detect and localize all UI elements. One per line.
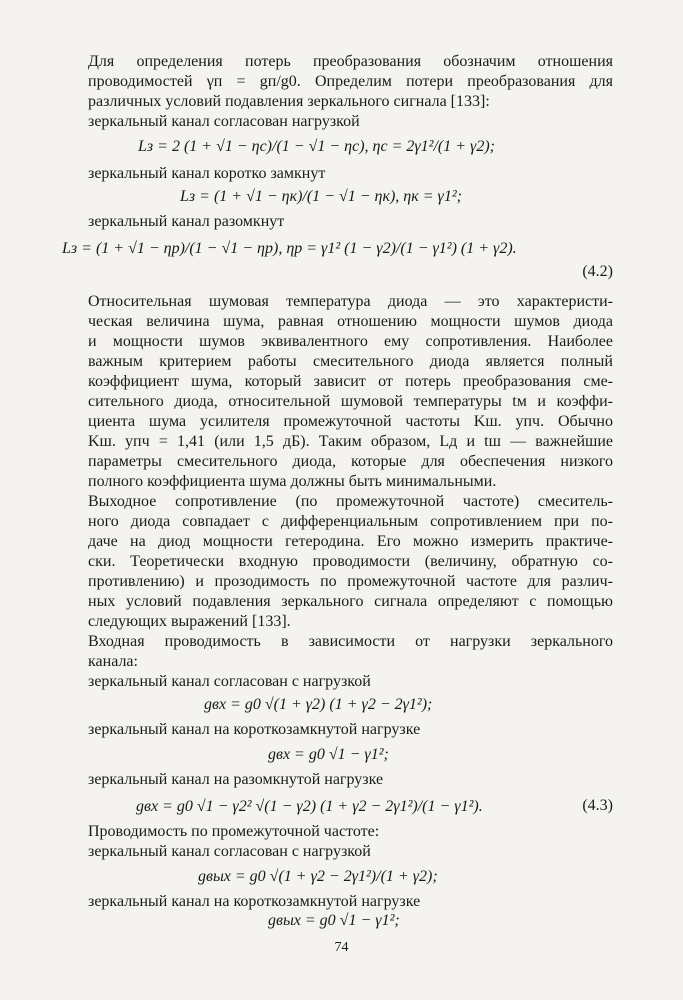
paragraph-4-line-1: Входная проводимость в зависимости от нагрузки зеркального xyxy=(88,633,613,650)
case-1-label: зеркальный канал согласован нагрузкой xyxy=(88,113,360,130)
case-8-label: зеркальный канал на короткозамкнутой нагрузке xyxy=(88,893,421,910)
equation-3: Lз = (1 + √1 − ηр)/(1 − √1 − ηр), ηр = γ1² (1 − γ2)/(1 − γ1²) (1 + γ2). xyxy=(62,240,517,257)
paragraph-2-line-8: Kш. упч = 1,41 (или 1,5 дБ). Таким образом, Lд и tш — важнейшие xyxy=(88,433,613,450)
paragraph-3-line-7: следующих выражений [133]. xyxy=(88,613,291,630)
case-5-label: зеркальный канал на короткозамкнутой нагрузке xyxy=(88,721,421,738)
paragraph-2-line-6: сительного диода, относительной шумовой температуры tм и коэффи- xyxy=(88,393,613,410)
equation-2: Lз = (1 + √1 − ηк)/(1 − √1 − ηк), ηк = γ1²; xyxy=(180,188,462,205)
paragraph-2-line-3: и мощности шумов эквивалентного ему сопротивления. Наиболее xyxy=(88,333,613,350)
paragraph-2-line-5: коэффициент шума, который зависит от потерь преобразования сме- xyxy=(88,373,613,390)
paragraph-2-line-2: ческая величина шума, равная отношению мощности шумов диода xyxy=(88,313,613,330)
paragraph-3-line-4: ски. Теоретически входную проводимости (величину, обратную со- xyxy=(88,553,613,570)
paragraph-4-line-2: канала: xyxy=(88,653,138,670)
paragraph-3-line-5: противлению) и прозодимость по промежуточной частоте для различ- xyxy=(88,573,613,590)
case-2-label: зеркальный канал коротко замкнут xyxy=(88,165,326,182)
case-4-label: зеркальный канал согласован с нагрузкой xyxy=(88,673,371,690)
paragraph-2-line-9: параметры смесительного диода, которые для обеспечения низкого xyxy=(88,453,613,470)
paragraph-3-line-2: ного диода совпадает с дифференциальным сопротивлением при по- xyxy=(88,513,613,530)
paragraph-1-line-2: проводимостей γп = gп/g0. Определим потери преобразования для xyxy=(88,73,613,90)
paragraph-3-line-1: Выходное сопротивление (по промежуточной частоте) смеситель- xyxy=(88,493,613,510)
paragraph-2-line-7: циента шума усилителя промежуточной частоты Kш. упч. Обычно xyxy=(88,413,613,430)
equation-8: gвых = g0 √1 − γ1²; xyxy=(268,912,400,929)
case-6-label: зеркальный канал на разомкнутой нагрузке xyxy=(88,771,384,788)
equation-6: gвх = g0 √1 − γ2² √(1 − γ2) (1 + γ2 − 2γ1²)/(1 − γ1²). xyxy=(136,798,483,815)
page-number: 74 xyxy=(334,940,349,955)
paragraph-1-line-1: Для определения потерь преобразования обозначим отношения xyxy=(88,53,613,70)
paragraph-5: Проводимость по промежуточной частоте: xyxy=(88,823,380,840)
paragraph-3-line-6: ных условий подавления зеркального сигнала определяют с помощью xyxy=(88,593,613,610)
case-3-label: зеркальный канал разомкнут xyxy=(88,213,285,230)
equation-7: gвых = g0 √(1 + γ2 − 2γ1²)/(1 + γ2); xyxy=(198,868,438,885)
paragraph-1-line-3: различных условий подавления зеркального сигнала [133]: xyxy=(88,93,490,110)
paragraph-2-line-4: важным критерием работы смесительного диода является полный xyxy=(88,353,613,370)
case-7-label: зеркальный канал согласован с нагрузкой xyxy=(88,843,371,860)
equation-3-number: (4.2) xyxy=(582,263,613,280)
paragraph-2-line-1: Относительная шумовая температура диода — это характеристи- xyxy=(88,293,613,310)
equation-5: gвх = g0 √1 − γ1²; xyxy=(268,746,389,763)
equation-6-number: (4.3) xyxy=(582,797,613,814)
equation-4: gвх = g0 √(1 + γ2) (1 + γ2 − 2γ1²); xyxy=(204,696,433,713)
equation-1: Lз = 2 (1 + √1 − ηс)/(1 − √1 − ηс), ηс = 2γ1²/(1 + γ2); xyxy=(138,138,495,155)
paragraph-3-line-3: даче на диод мощности гетеродина. Его можно измерить практиче- xyxy=(88,533,613,550)
paragraph-2-line-10: полного коэффициента шума должны быть минимальными. xyxy=(88,473,497,490)
